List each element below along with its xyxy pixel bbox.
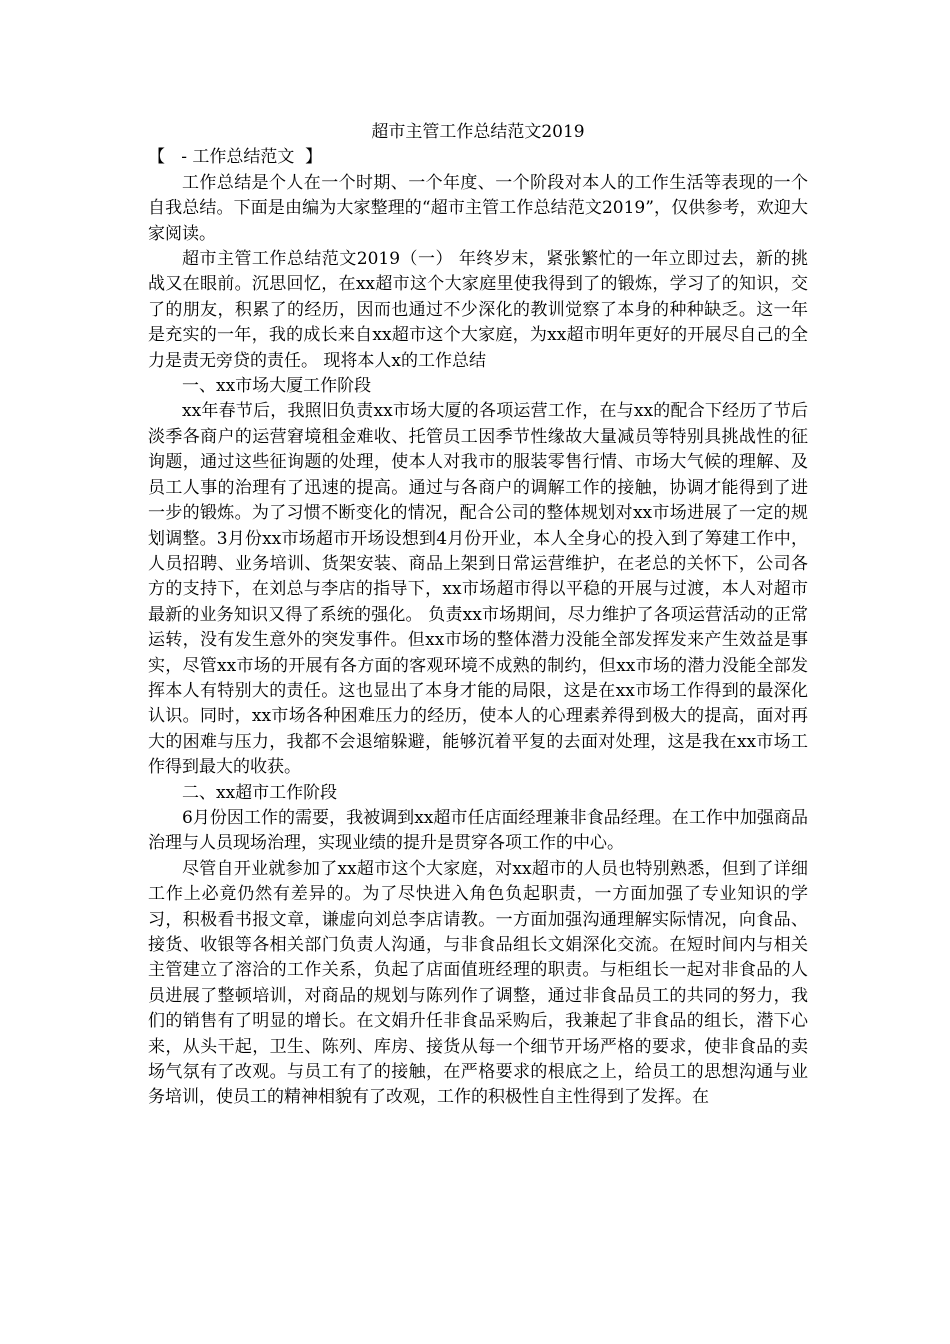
section-1-heading: 一、xx市场大厦工作阶段 (182, 376, 372, 397)
document-title: 超市主管工作总结范文2019 (371, 122, 585, 142)
section-2-heading: 二、xx超市工作阶段 (182, 782, 338, 803)
section-2-paragraph-1: 6月份因工作的需要，我被调到xx超市任店面经理兼非食品经理。在工作中加强商品治理与人员现场治理，实现业绩的提升是贯穿各项工作的中心。 (148, 807, 808, 854)
document-page (148, 120, 808, 1111)
intro-paragraph: 工作总结是个人在一个时期、一个年度、一个阶段对本人的工作生活等表现的一个自我总结。下面是由编为大家整理的“超市主管工作总结范文2019”，仅供参考，欢迎大家阅读。 (148, 172, 808, 244)
category-line: 【 - 工作总结范文 】 (148, 147, 323, 168)
opening-paragraph: 超市主管工作总结范文2019（一） 年终岁末，紧张繁忙的一年立即过去，新的挑战又在眼前。沉思回忆，在xx超市这个大家庭里使我得到了的锻炼，学习了的知识，交了的朋友，积累了的经历，因而也通过不少深化的教训觉察了本身的种种缺乏。这一年是充实的一年，我的成长来自xx超市这个大家庭，为xx超市明年更好的开展尽自己的全力是责无旁贷的责任。 现将本人x的工作总结 (148, 249, 808, 371)
section-2-paragraph-2: 尽管自开业就参加了xx超市这个大家庭，对xx超市的人员也特别熟悉，但到了详细工作上必竟仍然有差异的。为了尽快进入角色负起职责，一方面加强了专业知识的学习，积极看书报文章，谦虚向刘总李店请教。一方面加强沟通理解实际情况，向食品、接货、收银等各相关部门负责人沟通，与非食品组长文娟深化交流。在短时间内与相关主管建立了溶洽的工作关系，负起了店面值班经理的职责。与柜组长一起对非食品的人员进展了整顿培训，对商品的规划与陈列作了调整，通过非食品员工的共同的努力，我们的销售有了明显的增长。在文娟升任非食品采购后，我兼起了非食品的组长，潜下心来，从头干起，卫生、陈列、库房、接货从每一个细节开场严格的要求，使非食品的卖场气氛有了改观。与员工有了的接触，在严格要求的根底之上，给员工的思想沟通与业务培训，使员工的精神相貌有了改观，工作的积极性自主性得到了发挥。在 (148, 858, 808, 1108)
section-1-body: xx年春节后，我照旧负责xx市场大厦的各项运营工作，在与xx的配合下经历了节后淡季各商户的运营窘境租金难收、托管员工因季节性缘故大量减员等特别具挑战性的征询题，通过这些征询题的处理，使本人对我市的服装零售行情、市场大气候的理解、及员工人事的治理有了迅速的提高。通过与各商户的调解工作的接触，协调才能得到了进一步的锻炼。为了习惯不断变化的情况，配合公司的整体规划对xx市场进展了一定的规划调整。3月份xx市场超市开场设想到4月份开业，本人全身心的投入到了筹建工作中，人员招聘、业务培训、货架安装、商品上架到日常运营维护，在老总的关怀下，公司各方的支持下，在刘总与李店的指导下，xx市场超市得以平稳的开展与过渡，本人对超市最新的业务知识又得了系统的强化。 负责xx市场期间，尽力维护了各项运营活动的正常运转，没有发生意外的突发事件。但xx市场的整体潜力没能全部发挥发来产生效益是事实，尽管xx市场的开展有各方面的客观环境不成熟的制约，但xx市场的潜力没能全部发挥本人有特别大的责任。这也显出了本身才能的局限，这是在xx市场工作得到的最深化认识。同时，xx市场各种困难压力的经历，使本人的心理素养得到极大的提高，面对再大的困难与压力，我都不会退缩躲避，能够沉着平复的去面对处理，这是我在xx市场工作得到最大的收获。 (148, 401, 808, 778)
